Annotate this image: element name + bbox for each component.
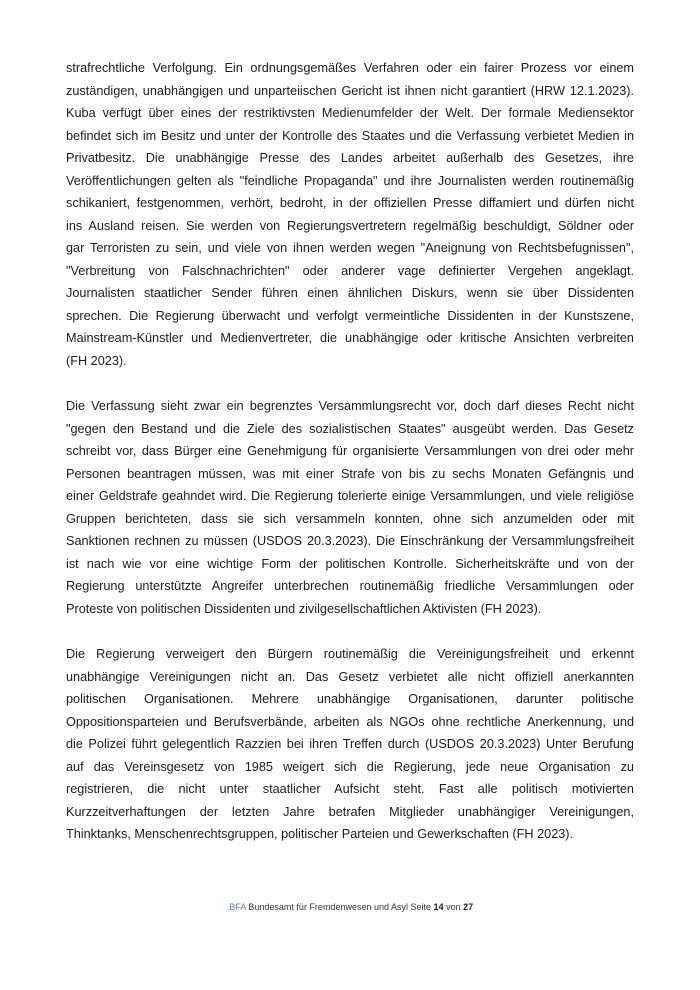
text-line: politischen Organisationen. Mehrere unabhängige Organisationen, darunter politische	[66, 692, 634, 706]
text-line: Proteste von politischen Dissidenten und zivilgesellschaftlichen Aktivisten (FH 2023).	[66, 601, 542, 616]
text-line: schikaniert, festgenommen, verhört, bedroht, in der offiziellen Presse diffamiert und dürfen nicht	[66, 196, 634, 210]
text-line: (FH 2023).	[66, 353, 127, 368]
paragraph	[66, 395, 634, 620]
text-line: sprechen. Die Regierung überwacht und verfolgt vermeintliche Dissidenten in der Kunstszene,	[66, 308, 634, 323]
text-line: Journalisten staatlicher Sender führen einen ähnlichen Diskurs, wenn sie über Dissidenten	[66, 286, 634, 300]
text-line: Regierung unterstützte Angreifer unterbrechen routinemäßig friedliche Versammlungen oder	[66, 579, 634, 593]
page-body-text	[66, 57, 634, 869]
text-line: Veröffentlichungen gelten als "feindliche Propaganda" und ihre Journalisten werden routinemäßig	[66, 173, 634, 188]
text-line: Die Verfassung sieht zwar ein begrenztes Versammlungsrecht vor, doch darf dieses Recht nicht	[66, 399, 634, 413]
text-line: schreibt vor, dass Bürger eine Genehmigung für organisierte Versammlungen von drei oder mehr	[66, 444, 634, 458]
footer-page-number: 14	[433, 902, 444, 912]
text-line: unabhängige Vereinigungen nicht an. Das Gesetz verbietet alle nicht offiziell anerkannten	[66, 669, 634, 684]
text-line: "Verbreitung von Falschnachrichten" oder anderer vage definierter Vergehen angeklagt.	[66, 263, 634, 278]
text-line: Sanktionen rechnen zu müssen (USDOS 20.3.2023). Die Einschränkung der Versammlungsfreiheit	[66, 534, 634, 548]
text-line: Gruppen berichteten, dass sie sich versammeln konnten, ohne sich anzumelden oder mit	[66, 511, 634, 526]
footer-page-total: 27	[463, 902, 474, 912]
text-line: Oppositionsparteien und Berufsverbände, arbeiten als NGOs ohne rechtliche Anerkennung, und	[66, 714, 634, 729]
text-line: gar Terroristen zu sein, und viele von ihnen werden wegen "Aneignung von Rechtsbefugnissen",	[66, 241, 634, 255]
text-line: zuständigen, unabhängigen und unparteiischen Gericht ist ihnen nicht garantiert (HRW 12.1.2023).	[66, 83, 634, 98]
text-line: Thinktanks, Menschenrechtsgruppen, politischer Parteien und Gewerkschaften (FH 2023).	[66, 827, 574, 841]
footer-of-word: von	[446, 902, 461, 912]
footer-page-word: Seite	[410, 902, 432, 912]
footer-brand-bfa: .BFA	[226, 902, 246, 912]
paragraph	[66, 57, 634, 372]
text-line: ist nach wie vor eine wichtige Form der politischen Kontrolle. Sicherheitskräfte und von der	[66, 556, 634, 571]
footer-org-name: Bundesamt für Fremdenwesen und Asyl	[248, 902, 408, 912]
text-line: Mainstream-Künstler und Medienvertreter, die unabhängige oder kritische Ansichten verbreiten	[66, 331, 634, 345]
text-line: Die Regierung verweigert den Bürgern routinemäßig die Vereinigungsfreiheit und erkennt	[66, 647, 634, 661]
text-line: befindet sich im Besitz und unter der Kontrolle des Staates und die Verfassung verbietet Medien in	[66, 128, 634, 143]
text-line: einer Geldstrafe geahndet wird. Die Regierung tolerierte einige Versammlungen, und viele religiöse	[66, 489, 634, 503]
paragraph	[66, 643, 634, 846]
text-line: Kuba verfügt über eines der restriktivsten Medienumfelder der Welt. Der formale Mediensektor	[66, 106, 634, 120]
text-line: auf das Vereinsgesetz von 1985 weigert sich die Regierung, jede neue Organisation zu	[66, 759, 634, 774]
page-footer	[0, 900, 700, 914]
text-line: registrieren, die nicht unter staatlicher Aufsicht steht. Fast alle politisch motivierten	[66, 782, 634, 796]
text-line: Kurzzeitverhaftungen der letzten Jahre betrafen Mitglieder unabhängiger Vereinigungen,	[66, 804, 634, 819]
text-line: strafrechtliche Verfolgung. Ein ordnungsgemäßes Verfahren oder ein fairer Prozess vor einem	[66, 61, 634, 75]
text-line: "gegen den Bestand und die Ziele des sozialistischen Staates" ausgeübt werden. Das Gesetz	[66, 421, 634, 436]
text-line: Personen beantragen müssen, was mit einer Strafe von bis zu sechs Monaten Gefängnis und	[66, 466, 634, 481]
text-line: ins Ausland reisen. Sie werden von Regierungsvertretern regelmäßig beschuldigt, Söldner oder	[66, 218, 634, 233]
text-line: Privatbesitz. Die unabhängige Presse des Landes arbeitet außerhalb des Gesetzes, ihre	[66, 151, 634, 165]
text-line: die Polizei führt gelegentlich Razzien bei ihren Treffen durch (USDOS 20.3.2023) Unter Berufung	[66, 737, 634, 751]
